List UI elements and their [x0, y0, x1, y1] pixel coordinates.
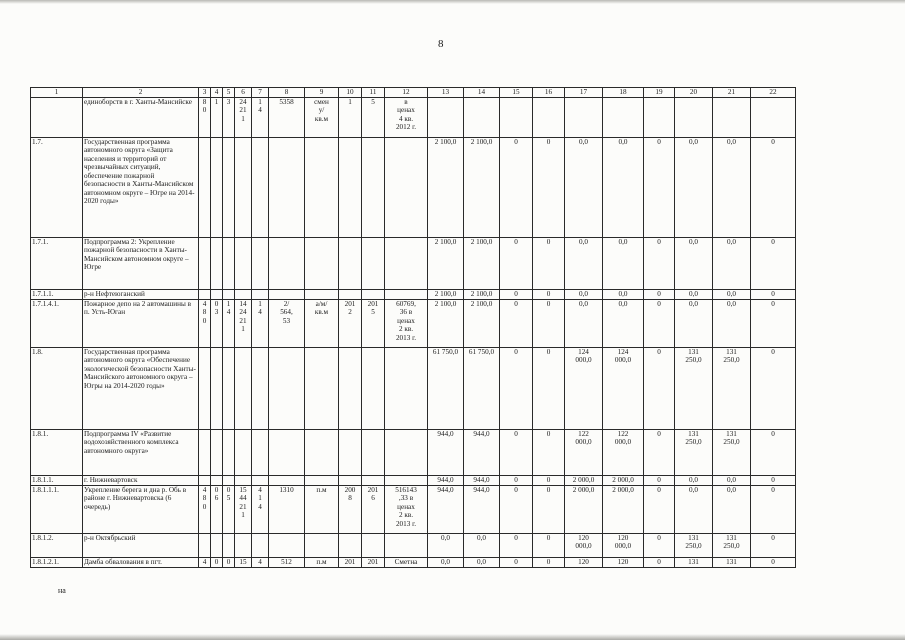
value-cell [362, 138, 385, 238]
value-cell: 0 [533, 486, 565, 534]
value-cell: 944,0 [428, 486, 464, 534]
value-cell [362, 290, 385, 300]
value-cell: 4 8 0 [199, 486, 211, 534]
column-number-cell: 16 [533, 88, 565, 98]
value-cell [199, 138, 211, 238]
value-cell [211, 534, 223, 558]
value-cell [223, 534, 235, 558]
row-name-cell: р-н Октябрьский [83, 534, 199, 558]
value-cell: 0,0 [675, 300, 713, 348]
value-cell: 2 100,0 [464, 300, 500, 348]
value-cell: 1 4 [223, 300, 235, 348]
value-cell: 15 44 21 1 [235, 486, 252, 534]
row-name-cell: Укрепление берега и дна р. Обь в районе г. Нижневартовска (6 очередь) [83, 486, 199, 534]
value-cell: 2 000,0 [603, 486, 644, 534]
value-cell: 131 250,0 [675, 430, 713, 476]
page-number: 8 [438, 38, 444, 50]
column-number-cell: 5 [223, 88, 235, 98]
row-code-cell: 1.8.1.1. [31, 476, 83, 486]
value-cell: 0 [500, 238, 533, 290]
value-cell: 1 4 [252, 98, 269, 138]
value-cell [305, 290, 339, 300]
value-cell [675, 98, 713, 138]
value-cell [305, 476, 339, 486]
value-cell: 0 [751, 138, 796, 238]
value-cell: 0 [211, 558, 223, 568]
column-number-cell: 19 [644, 88, 675, 98]
value-cell: 0 [751, 476, 796, 486]
value-cell: 944,0 [428, 430, 464, 476]
row-name-cell: Дамба обвалования в пгт. [83, 558, 199, 568]
value-cell: 0 [751, 534, 796, 558]
value-cell: 131 250,0 [713, 430, 751, 476]
column-number-cell: 2 [83, 88, 199, 98]
value-cell: 0 [500, 534, 533, 558]
budget-table [30, 87, 796, 568]
value-cell [385, 476, 428, 486]
value-cell: 1 4 [252, 300, 269, 348]
value-cell: 0,0 [713, 300, 751, 348]
row-code-cell: 1.7.1.4.1. [31, 300, 83, 348]
value-cell [252, 290, 269, 300]
value-cell: 0 [500, 290, 533, 300]
value-cell [385, 430, 428, 476]
value-cell: 0 [533, 534, 565, 558]
table-row [31, 558, 796, 568]
value-cell: 4 1 4 [252, 486, 269, 534]
value-cell [269, 430, 305, 476]
value-cell: 0 [644, 486, 675, 534]
value-cell: 512 [269, 558, 305, 568]
value-cell [339, 430, 362, 476]
value-cell: 0,0 [713, 486, 751, 534]
value-cell: 131 250,0 [713, 348, 751, 430]
table-row [31, 476, 796, 486]
row-code-cell: 1.8.1.2. [31, 534, 83, 558]
value-cell [428, 98, 464, 138]
value-cell [385, 534, 428, 558]
value-cell: 0 [533, 238, 565, 290]
value-cell: 0 [644, 534, 675, 558]
value-cell: 2 100,0 [428, 290, 464, 300]
value-cell: 200 8 [339, 486, 362, 534]
value-cell [252, 430, 269, 476]
value-cell [269, 138, 305, 238]
value-cell: 0 [644, 558, 675, 568]
value-cell: 0 [533, 430, 565, 476]
table-row [31, 300, 796, 348]
value-cell: 0,0 [713, 290, 751, 300]
value-cell [235, 290, 252, 300]
value-cell: смен у/ кв.м [305, 98, 339, 138]
value-cell: 4 [199, 558, 211, 568]
value-cell [199, 534, 211, 558]
value-cell: 131 [713, 558, 751, 568]
value-cell: 124 000,0 [603, 348, 644, 430]
value-cell [385, 238, 428, 290]
value-cell [223, 138, 235, 238]
value-cell: 516143 ,33 в ценах 2 кв. 2013 г. [385, 486, 428, 534]
column-number-cell: 15 [500, 88, 533, 98]
value-cell: 131 [675, 558, 713, 568]
value-cell [305, 430, 339, 476]
table-row [31, 238, 796, 290]
value-cell [223, 348, 235, 430]
value-cell [211, 476, 223, 486]
value-cell: 0 5 [223, 486, 235, 534]
value-cell [362, 348, 385, 430]
value-cell: 0 [223, 558, 235, 568]
value-cell [269, 290, 305, 300]
value-cell [235, 348, 252, 430]
value-cell [235, 138, 252, 238]
value-cell: 201 2 [339, 300, 362, 348]
value-cell: 0 [533, 558, 565, 568]
value-cell: 0 [644, 430, 675, 476]
value-cell [223, 476, 235, 486]
value-cell: 0 [500, 486, 533, 534]
value-cell: 0,0 [603, 290, 644, 300]
row-code-cell: 1.7.1. [31, 238, 83, 290]
column-number-cell: 14 [464, 88, 500, 98]
value-cell: 0,0 [428, 534, 464, 558]
value-cell: 131 250,0 [675, 348, 713, 430]
row-code-cell: 1.8.1.2.1. [31, 558, 83, 568]
value-cell: 0,0 [675, 476, 713, 486]
value-cell [211, 348, 223, 430]
value-cell: 61 750,0 [464, 348, 500, 430]
value-cell [339, 290, 362, 300]
value-cell: 0 [500, 558, 533, 568]
value-cell [713, 98, 751, 138]
value-cell: 0 [644, 300, 675, 348]
value-cell: 0,0 [713, 138, 751, 238]
value-cell: 122 000,0 [603, 430, 644, 476]
value-cell: 2 000,0 [603, 476, 644, 486]
value-cell: 1310 [269, 486, 305, 534]
value-cell [199, 290, 211, 300]
value-cell: 0 [500, 476, 533, 486]
column-number-cell: 3 [199, 88, 211, 98]
table-row [31, 486, 796, 534]
value-cell: 2 100,0 [464, 290, 500, 300]
value-cell [252, 348, 269, 430]
value-cell [644, 98, 675, 138]
scan-top-edge [0, 0, 905, 4]
value-cell: 0 [751, 290, 796, 300]
value-cell [269, 238, 305, 290]
value-cell [211, 138, 223, 238]
value-cell: 0 [751, 430, 796, 476]
value-cell: 0,0 [565, 300, 603, 348]
row-name-cell: Государственная программа автономного округа «Обеспечение экологической безопасности Ханты-Мансийского автономного округа – Югры на 2014-2020 годы» [83, 348, 199, 430]
value-cell: 0 [500, 430, 533, 476]
table-row [31, 290, 796, 300]
value-cell: 4 [252, 558, 269, 568]
value-cell: 201 6 [362, 486, 385, 534]
value-cell: 0,0 [713, 238, 751, 290]
value-cell: 0,0 [603, 300, 644, 348]
value-cell [211, 430, 223, 476]
column-number-cell: 18 [603, 88, 644, 98]
value-cell [305, 348, 339, 430]
value-cell: 120 000,0 [603, 534, 644, 558]
value-cell: 2 100,0 [428, 238, 464, 290]
column-number-cell: 20 [675, 88, 713, 98]
value-cell: 0 [751, 486, 796, 534]
value-cell: 944,0 [464, 476, 500, 486]
column-number-cell: 9 [305, 88, 339, 98]
row-code-cell: 1.7. [31, 138, 83, 238]
value-cell: 0 [533, 300, 565, 348]
value-cell: 0 [533, 290, 565, 300]
value-cell: 0 [751, 558, 796, 568]
value-cell [339, 138, 362, 238]
value-cell: 120 [603, 558, 644, 568]
value-cell: 1 [339, 98, 362, 138]
value-cell: 201 [362, 558, 385, 568]
table-row [31, 138, 796, 238]
value-cell: 124 000,0 [565, 348, 603, 430]
value-cell [533, 98, 565, 138]
value-cell: 2 100,0 [464, 238, 500, 290]
row-code-cell: 1.8.1.1.1. [31, 486, 83, 534]
column-number-cell: 8 [269, 88, 305, 98]
column-number-cell: 22 [751, 88, 796, 98]
value-cell: 5358 [269, 98, 305, 138]
value-cell: а/м/ кв.м [305, 300, 339, 348]
row-code-cell: 1.7.1.1. [31, 290, 83, 300]
value-cell: 0,0 [675, 238, 713, 290]
value-cell: 0 [644, 476, 675, 486]
column-number-cell: 17 [565, 88, 603, 98]
value-cell [235, 534, 252, 558]
row-name-cell: Подпрограмма 2: Укрепление пожарной безопасности в Ханты-Мансийском автономном округе – Югре [83, 238, 199, 290]
column-number-cell: 6 [235, 88, 252, 98]
value-cell: 61 750,0 [428, 348, 464, 430]
value-cell [199, 238, 211, 290]
value-cell: 2 100,0 [464, 138, 500, 238]
value-cell: 0 [644, 238, 675, 290]
value-cell: 120 [565, 558, 603, 568]
value-cell: 1 [211, 98, 223, 138]
value-cell [385, 138, 428, 238]
value-cell: 0,0 [675, 138, 713, 238]
value-cell: п.м [305, 486, 339, 534]
value-cell [362, 430, 385, 476]
value-cell [464, 98, 500, 138]
value-cell: 4 8 0 [199, 300, 211, 348]
table-row [31, 534, 796, 558]
value-cell [339, 238, 362, 290]
column-number-cell: 12 [385, 88, 428, 98]
row-code-cell: 1.8.1. [31, 430, 83, 476]
row-name-cell: единоборств в г. Ханты-Мансийске [83, 98, 199, 138]
value-cell: 944,0 [464, 430, 500, 476]
column-number-cell: 13 [428, 88, 464, 98]
value-cell: 0 [533, 138, 565, 238]
value-cell: 2 100,0 [428, 300, 464, 348]
value-cell: 15 [235, 558, 252, 568]
row-code-cell [31, 98, 83, 138]
value-cell: 2 100,0 [428, 138, 464, 238]
value-cell [252, 534, 269, 558]
value-cell [223, 290, 235, 300]
value-cell [199, 348, 211, 430]
value-cell [362, 476, 385, 486]
row-code-cell: 1.8. [31, 348, 83, 430]
value-cell: 131 250,0 [675, 534, 713, 558]
table-row [31, 348, 796, 430]
row-name-cell: г. Нижневартовск [83, 476, 199, 486]
value-cell [252, 238, 269, 290]
value-cell [269, 534, 305, 558]
column-number-cell: 7 [252, 88, 269, 98]
value-cell: 0 [500, 138, 533, 238]
value-cell: 0,0 [603, 138, 644, 238]
value-cell: 0,0 [675, 486, 713, 534]
value-cell: 0,0 [713, 476, 751, 486]
value-cell [305, 534, 339, 558]
row-name-cell: Государственная программа автономного округа «Защита населения и территорий от чрезвычайных ситуаций, обеспечение пожарной безопасности в Ханты-Мансийском автономном округе – Югре на 2014-2020 годы» [83, 138, 199, 238]
value-cell [252, 138, 269, 238]
value-cell: 3 [223, 98, 235, 138]
value-cell: 0 [533, 348, 565, 430]
value-cell: 0 [644, 348, 675, 430]
column-number-cell: 10 [339, 88, 362, 98]
column-number-cell: 11 [362, 88, 385, 98]
value-cell: 944,0 [464, 486, 500, 534]
value-cell: 8 0 [199, 98, 211, 138]
value-cell: 0,0 [428, 558, 464, 568]
value-cell: в ценах 4 кв. 2012 г. [385, 98, 428, 138]
value-cell [385, 290, 428, 300]
value-cell: 0 [500, 300, 533, 348]
value-cell: 0,0 [603, 238, 644, 290]
column-number-cell: 4 [211, 88, 223, 98]
value-cell: 5 [362, 98, 385, 138]
value-cell: 0 [644, 138, 675, 238]
value-cell: 2 000,0 [565, 476, 603, 486]
value-cell [362, 238, 385, 290]
value-cell: 0 [500, 348, 533, 430]
value-cell [252, 476, 269, 486]
value-cell: п.м [305, 558, 339, 568]
value-cell: 0 [751, 348, 796, 430]
value-cell: 0,0 [565, 238, 603, 290]
value-cell [211, 238, 223, 290]
column-number-cell: 21 [713, 88, 751, 98]
value-cell [235, 430, 252, 476]
value-cell: 201 [339, 558, 362, 568]
value-cell: 60769, 36 в ценах 2 кв. 2013 г. [385, 300, 428, 348]
value-cell: 0 [644, 290, 675, 300]
value-cell [269, 348, 305, 430]
value-cell: Сметна [385, 558, 428, 568]
value-cell [339, 476, 362, 486]
value-cell: 14 24 21 1 [235, 300, 252, 348]
value-cell: 0,0 [675, 290, 713, 300]
value-cell [362, 534, 385, 558]
value-cell [211, 290, 223, 300]
value-cell: 944,0 [428, 476, 464, 486]
value-cell: 0,0 [464, 534, 500, 558]
value-cell: 0,0 [565, 290, 603, 300]
value-cell: 120 000,0 [565, 534, 603, 558]
value-cell [305, 138, 339, 238]
value-cell [500, 98, 533, 138]
value-cell [305, 238, 339, 290]
value-cell: 2 000,0 [565, 486, 603, 534]
table-row [31, 98, 796, 138]
value-cell [385, 348, 428, 430]
value-cell [199, 430, 211, 476]
value-cell: 24 21 1 [235, 98, 252, 138]
value-cell: 0 6 [211, 486, 223, 534]
value-cell [751, 98, 796, 138]
value-cell: 201 5 [362, 300, 385, 348]
row-name-cell: р-н Нефтеюганский [83, 290, 199, 300]
row-name-cell: Подпрограмма IV «Развитие водохозяйственного комплекса автономного округа» [83, 430, 199, 476]
value-cell [223, 430, 235, 476]
value-cell [199, 476, 211, 486]
value-cell [235, 476, 252, 486]
value-cell: 0 [751, 238, 796, 290]
value-cell: 131 250,0 [713, 534, 751, 558]
value-cell: 0,0 [565, 138, 603, 238]
value-cell: 2/ 564, 53 [269, 300, 305, 348]
value-cell [339, 348, 362, 430]
value-cell [223, 238, 235, 290]
scan-bottom-edge [0, 634, 905, 640]
value-cell [235, 238, 252, 290]
value-cell: 0 3 [211, 300, 223, 348]
value-cell: 0,0 [464, 558, 500, 568]
value-cell: 122 000,0 [565, 430, 603, 476]
footer-text: на [58, 586, 66, 595]
value-cell [565, 98, 603, 138]
value-cell: 0 [533, 476, 565, 486]
value-cell [339, 534, 362, 558]
table-header-row [31, 88, 796, 98]
value-cell [269, 476, 305, 486]
table-row [31, 430, 796, 476]
row-name-cell: Пожарное депо на 2 автомашины в п. Усть-Юган [83, 300, 199, 348]
value-cell: 0 [751, 300, 796, 348]
value-cell [603, 98, 644, 138]
column-number-cell: 1 [31, 88, 83, 98]
